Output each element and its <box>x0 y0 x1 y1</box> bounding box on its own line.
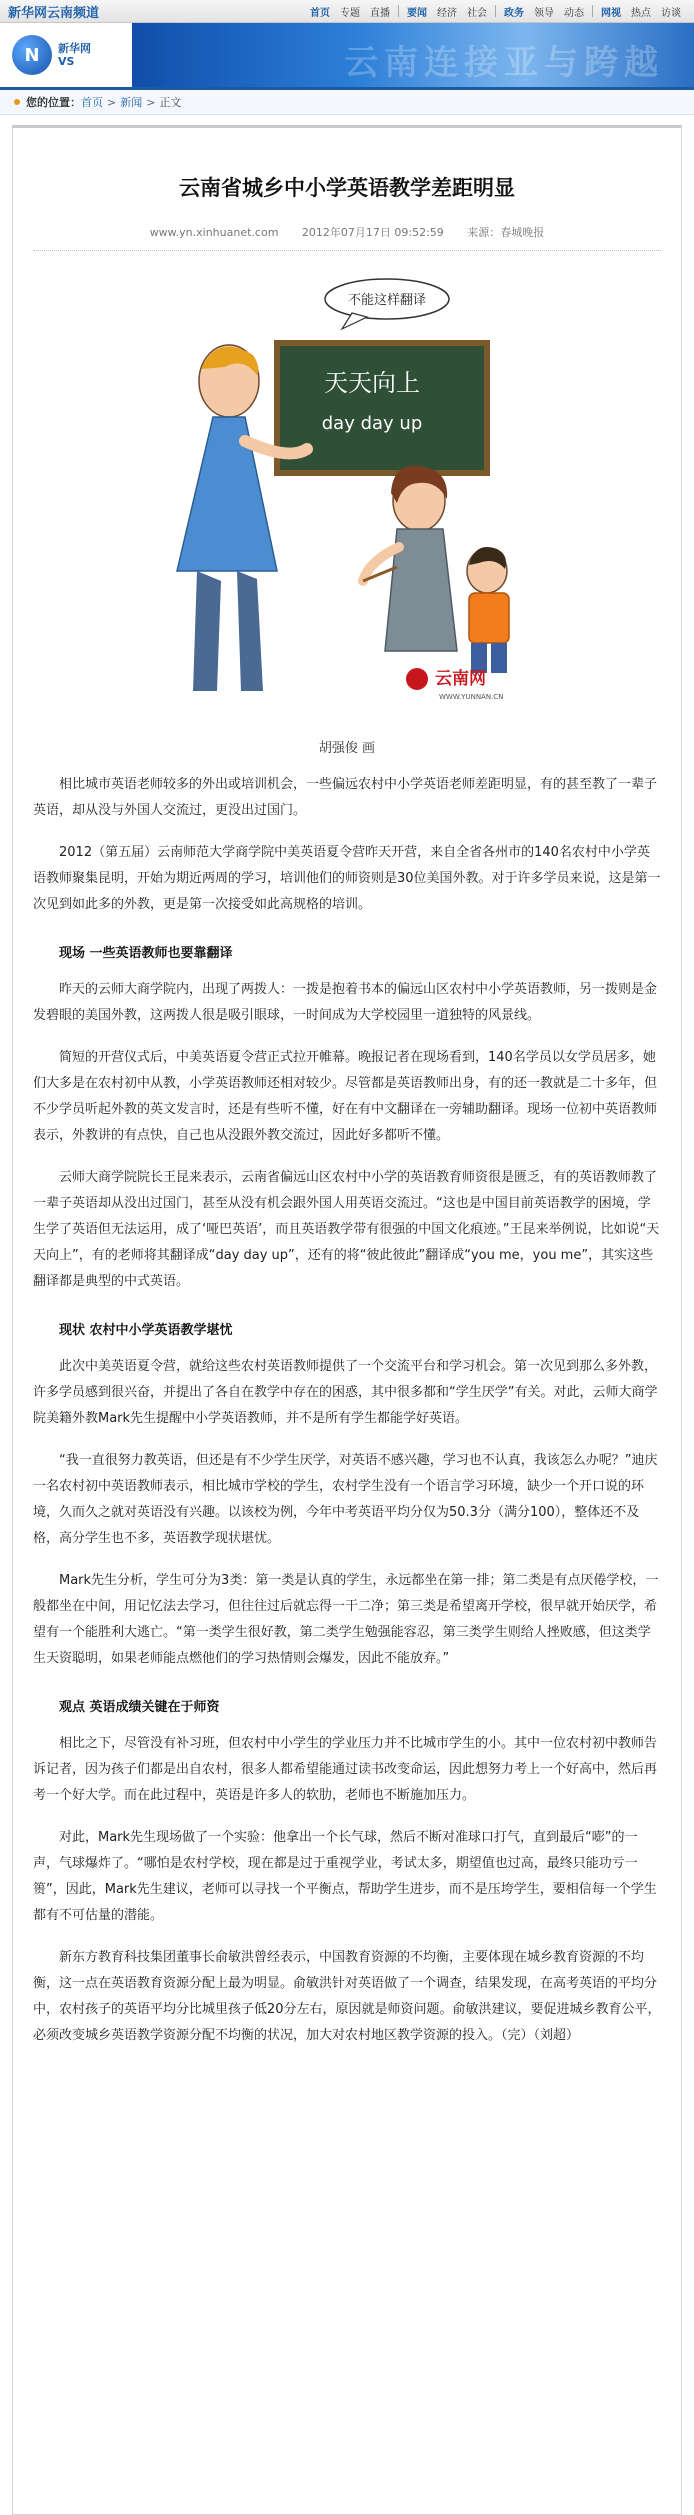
bullet-icon <box>14 99 20 105</box>
top-nav <box>305 4 686 19</box>
nav-dynamics[interactable]: 动态 <box>564 7 584 19</box>
article-paragraph: 简短的开营仪式后，中美英语夏令营正式拉开帷幕。晚报记者在现场看到，140名学员以女学员居多，她们大多是在农村初中从教，小学英语教师还相对较少。尽管都是英语教师出身，有的还一教就是二十多年，但不少学员听起外教的英文发言时，还是有些听不懂，好在有中文翻译在一旁辅助翻译。现场一位初中英语教师表示，外教讲的有点快，自己也从没跟外教交流过，因此好多都听不懂。 <box>33 1050 658 1143</box>
breadcrumb-label: 您的位置： <box>26 96 81 109</box>
svg-text:云南网: 云南网 <box>435 669 486 689</box>
child-figure <box>467 547 509 673</box>
top-bar <box>0 0 694 23</box>
article-paragraph: Mark先生分析，学生可分为3类：第一类是认真的学生，永远都坐在第一排；第二类是有点厌倦学校，一般都坐在中间，用记忆法去学习，但往往过后就忘得一干二净；第三类是希望离开学校，很早就开始厌学，希望有一个能胜利大逃亡。“第一类学生很好教，第二类学生勉强能容忍，第三类学生则给人挫败感，但这类学生天资聪明，如果老师能点燃他们的学习热情则会爆发，因此不能放弃。” <box>33 1573 659 1666</box>
yunnan-net-watermark <box>406 668 503 701</box>
section-heading: 现场 一些英语教师也要靠翻译 <box>59 946 233 961</box>
chinese-teacher-figure <box>363 466 457 651</box>
nav-interviews[interactable]: 访谈 <box>661 7 681 19</box>
nav-hot[interactable]: 热点 <box>631 7 651 19</box>
svg-text:WWW.YUNNAN.CN: WWW.YUNNAN.CN <box>439 693 504 701</box>
nav-economy[interactable]: 经济 <box>437 7 457 19</box>
article-body <box>33 772 661 2049</box>
article-paragraph: 新东方教育科技集团董事长俞敏洪曾经表示，中国教育资源的不均衡，主要体现在城乡教育资源的不均衡，这一点在英语教育资源分配上最为明显。俞敏洪针对英语做了一个调查，结果发现，在高考英语的平均分中，农村孩子的英语平均分比城里孩子低20分左右，原因就是师资问题。俞敏洪建议，要促进城乡教育公平，必须改变城乡英语教学资源分配不均衡的状况，加大对农村地区教学资源的投入。（完）（刘超） <box>33 1950 661 2043</box>
banner <box>0 23 694 90</box>
article-title: 云南省城乡中小学英语教学差距明显 <box>179 176 515 200</box>
nav-live[interactable]: 直播 <box>370 7 390 19</box>
article-paragraph: 相比之下，尽管没有补习班，但农村中小学生的学业压力并不比城市学生的小。其中一位农村初中教师告诉记者，因为孩子们都是出自农村，很多人都希望能通过读书改变命运，因此想努力考上一个好高中，然后再考一个好大学。而在此过程中，英语是许多人的软肋，老师也不断施加压力。 <box>33 1736 658 1803</box>
nav-government[interactable]: 政务 <box>504 7 524 19</box>
board-text-english: day day up <box>321 413 423 434</box>
article-meta <box>33 224 661 251</box>
logo-globe-icon: N <box>12 35 52 75</box>
logo-text: 新华网 VS <box>58 42 91 68</box>
illustration-caption: 胡强俊 画 <box>318 741 376 756</box>
nav-separator <box>495 5 496 17</box>
nav-leaders[interactable]: 领导 <box>534 7 554 19</box>
nav-home[interactable]: 首页 <box>310 7 330 19</box>
article-container <box>12 125 682 2515</box>
nav-society[interactable]: 社会 <box>467 7 487 19</box>
banner-image <box>132 23 694 87</box>
nav-video[interactable]: 网视 <box>601 7 621 19</box>
source-site: www.yn.xinhuanet.com <box>149 226 279 239</box>
article-paragraph: 昨天的云师大商学院内，出现了两拨人：一拨是抱着书本的偏远山区农村中小学英语教师，另一拨则是金发碧眼的美国外教，这两拨人很是吸引眼球，一时间成为大学校园里一道独特的风景线。 <box>33 982 658 1023</box>
nav-headlines[interactable]: 要闻 <box>407 7 427 19</box>
section-heading: 现状 农村中小学英语教学堪忧 <box>59 1323 233 1338</box>
article-paragraph: 2012（第五届）云南师范大学商学院中美英语夏令营昨天开营，来自全省各州市的140名农村中小学英语教师聚集昆明，开始为期近两周的学习，培训他们的师资则是30位美国外教。对于许多学员来说，这是第一次见到如此多的外教，更是第一次接受如此高规格的培训。 <box>33 845 661 912</box>
publish-datetime: 2012年07月17日 09:52:59 <box>301 226 444 239</box>
article-paragraph: 对此，Mark先生现场做了一个实验：他拿出一个长气球，然后不断对准球口打气，直到最后“嘭”的一声，气球爆炸了。“哪怕是农村学校，现在都是过于重视学业，考试太多，期望值也过高，最终只能功亏一篑”，因此，Mark先生建议，老师可以寻找一个平衡点，帮助学生进步，而不是压垮学生，要相信每一个学生都有不可估量的潜能。 <box>33 1830 657 1923</box>
chevron-right-icon: > <box>107 95 117 109</box>
article-paragraph: “我一直很努力教英语，但还是有不少学生厌学，对英语不感兴趣，学习也不认真，我该怎么办呢？”迪庆一名农村初中英语教师表示，相比城市学校的学生，农村学生没有一个语言学习环境，缺少一个开口说的环境，久而久之就对英语没有兴趣。以该校为例，今年中考英语平均分仅为50.3分（满分100），整体还不及格，高分学生也不多，英语教学现状堪忧。 <box>33 1453 658 1546</box>
breadcrumb-home[interactable]: 首页 <box>81 96 103 109</box>
breadcrumb <box>0 90 694 115</box>
article-paragraph: 相比城市英语老师较多的外出或培训机会，一些偏远农村中小学英语老师差距明显，有的甚至教了一辈子英语，却从没与外国人交流过，更没出过国门。 <box>33 777 658 818</box>
nav-separator <box>592 5 593 17</box>
article-illustration <box>157 271 537 711</box>
site-name[interactable]: 新华网云南频道 <box>8 5 100 21</box>
banner-slogan: 云南连接亚与跨越 <box>344 43 664 83</box>
article-paragraph: 云师大商学院院长王昆来表示，云南省偏远山区农村中小学的英语教育师资很是匮乏，有的英语教师教了一辈子英语却从没出过国门，甚至从没有机会跟外国人用英语交流过。“这也是中国目前英语教学的困境，学生学了英语但无法运用，成了‘哑巴英语’，而且英语教学带有很强的中国文化痕迹。”王昆来举例说，比如说“天天向上”，有的老师将其翻译成“day day up”，还有的将“彼此彼此”翻译成“you me，you me”，其实这些翻译都是典型的中式英语。 <box>33 1170 660 1289</box>
breadcrumb-news[interactable]: 新闻 <box>120 96 143 109</box>
breadcrumb-current: 正文 <box>159 96 182 109</box>
chevron-right-icon: > <box>146 95 156 109</box>
nav-topics[interactable]: 专题 <box>340 7 360 19</box>
cartoon-illustration <box>157 271 537 711</box>
article-source: 来源：春城晚报 <box>467 226 545 239</box>
site-logo[interactable] <box>0 23 132 87</box>
section-heading: 观点 英语成绩关键在于师资 <box>59 1700 220 1715</box>
nav-separator <box>398 5 399 17</box>
speech-bubble-tail <box>342 313 367 329</box>
board-text-chinese: 天天向上 <box>324 369 420 397</box>
article-paragraph: 此次中美英语夏令营，就给这些农村英语教师提供了一个交流平台和学习机会。第一次见到那么多外教，许多学员感到很兴奋，并提出了各自在教学中存在的困惑，其中很多都和“学生厌学”有关。对此，云师大商学院美籍外教Mark先生提醒中小学英语教师，并不是所有学生都能学好英语。 <box>33 1359 658 1426</box>
speech-bubble-text: 不能这样翻译 <box>347 293 427 308</box>
